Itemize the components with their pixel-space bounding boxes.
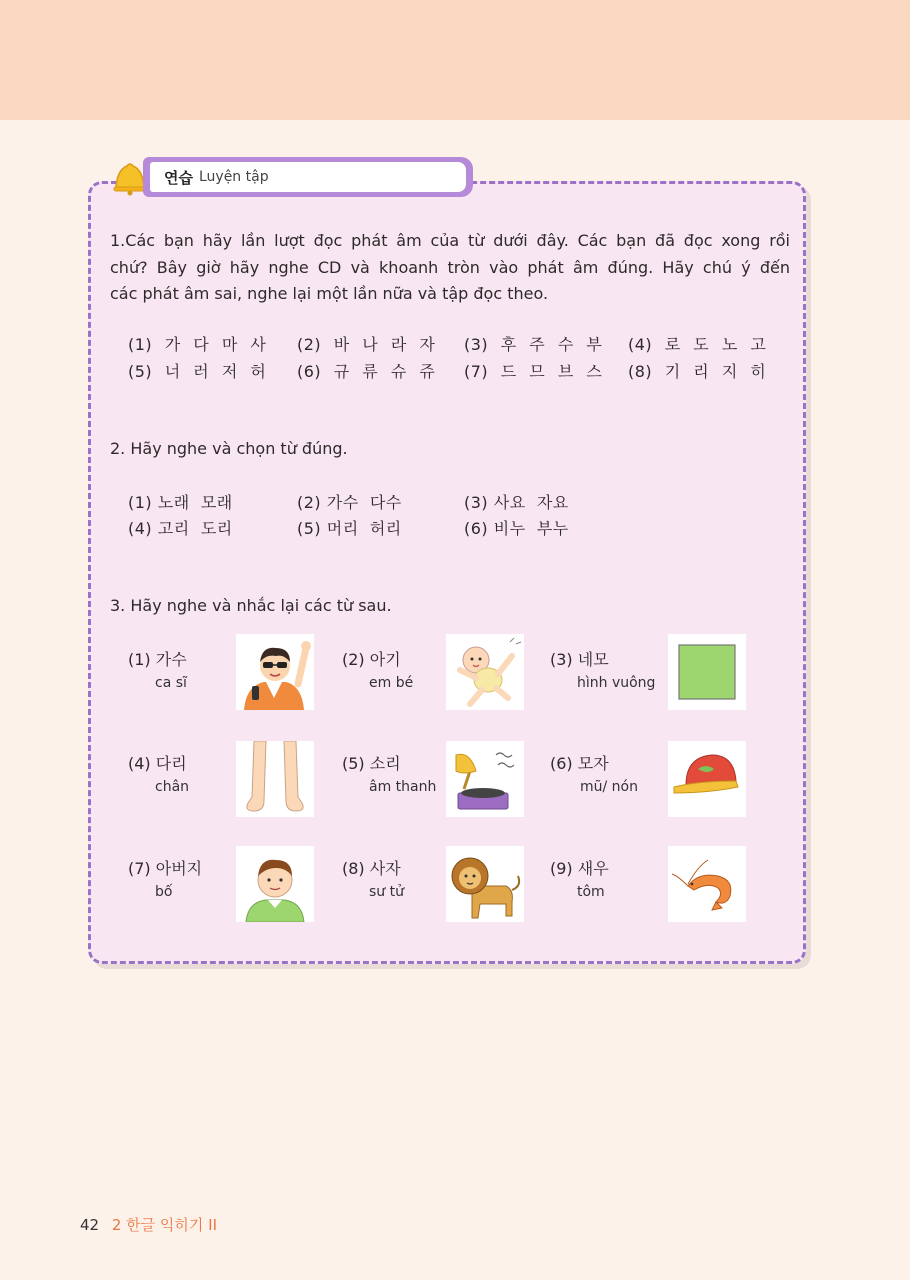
vocab-meaning: mũ/ nón: [580, 779, 638, 795]
vocab-word: (6) 모자: [550, 754, 609, 773]
vocab-word: (8) 사자: [342, 859, 401, 878]
vocab-word: (7) 아버지: [128, 859, 203, 878]
question-1-line: các phát âm sai, nghe lại một lần nữa và tập đọc theo.: [110, 284, 549, 303]
q1-option-4: (4) 로 도 노 고: [628, 335, 767, 354]
vocab-meaning: em bé: [369, 675, 414, 691]
question-1-text: [110, 228, 790, 308]
vocab-meaning: ca sĩ: [155, 675, 187, 691]
father-icon: [236, 846, 314, 922]
q1-option-2: (2) 바 나 라 자: [297, 335, 436, 354]
page-number: 42: [80, 1216, 100, 1234]
practice-title-ko: 연습: [164, 168, 193, 187]
baby-icon: [446, 634, 524, 710]
question-2-title: 2. Hãy nghe và chọn từ đúng.: [110, 439, 348, 458]
q1-option-5: (5) 너 러 저 허: [128, 362, 267, 381]
vocab-word: (1) 가수: [128, 650, 187, 669]
vocab-word: (5) 소리: [342, 754, 401, 773]
shrimp-icon: [668, 846, 746, 922]
question-3-title: 3. Hãy nghe và nhắc lại các từ sau.: [110, 596, 392, 615]
q1-option-6: (6) 규 류 슈 쥬: [297, 362, 436, 381]
q1-option-3: (3) 후 주 수 부: [464, 335, 603, 354]
square-icon: [668, 634, 746, 710]
q2-option-1: (1) 노래 모래: [128, 493, 233, 512]
q1-option-8: (8) 기 리 지 히: [628, 362, 767, 381]
cap-icon: [668, 741, 746, 817]
q1-option-1: (1) 가 다 마 사: [128, 335, 267, 354]
vocab-word: (4) 다리: [128, 754, 187, 773]
vocab-meaning: sư tử: [369, 884, 404, 900]
page-footer: [80, 1214, 217, 1235]
vocab-meaning: bố: [155, 884, 173, 900]
top-banner: [0, 0, 910, 120]
question-1-line: 1.Các bạn hãy lần lượt đọc phát âm của từ dưới đây. Các bạn đã đọc xong rồi: [110, 231, 790, 250]
vocab-meaning: âm thanh: [369, 779, 437, 795]
lion-icon: [446, 846, 524, 922]
vocab-word: (3) 네모: [550, 650, 609, 669]
q2-option-5: (5) 머리 허리: [297, 519, 402, 538]
vocab-meaning: tôm: [577, 884, 605, 900]
vocab-meaning: hình vuông: [577, 675, 656, 691]
legs-icon: [236, 741, 314, 817]
gramophone-icon: [446, 741, 524, 817]
q2-option-4: (4) 고리 도리: [128, 519, 233, 538]
vocab-word: (2) 아기: [342, 650, 401, 669]
q2-option-3: (3) 사요 자요: [464, 493, 569, 512]
practice-title-vi: Luyện tập: [198, 169, 269, 185]
q1-option-7: (7) 드 므 브 스: [464, 362, 603, 381]
chapter-title: 2 한글 익히기 II: [111, 1216, 218, 1234]
question-1-line: chứ? Bây giờ hãy nghe CD và khoanh tròn vào phát âm đúng. Hãy chú ý đến: [110, 257, 790, 277]
vocab-meaning: chân: [155, 779, 190, 795]
q2-option-6: (6) 비누 부누: [464, 519, 569, 538]
singer-icon: [236, 634, 314, 710]
practice-tab: [143, 157, 473, 197]
vocab-word: (9) 새우: [550, 859, 609, 878]
q2-option-2: (2) 가수 다수: [297, 493, 402, 512]
